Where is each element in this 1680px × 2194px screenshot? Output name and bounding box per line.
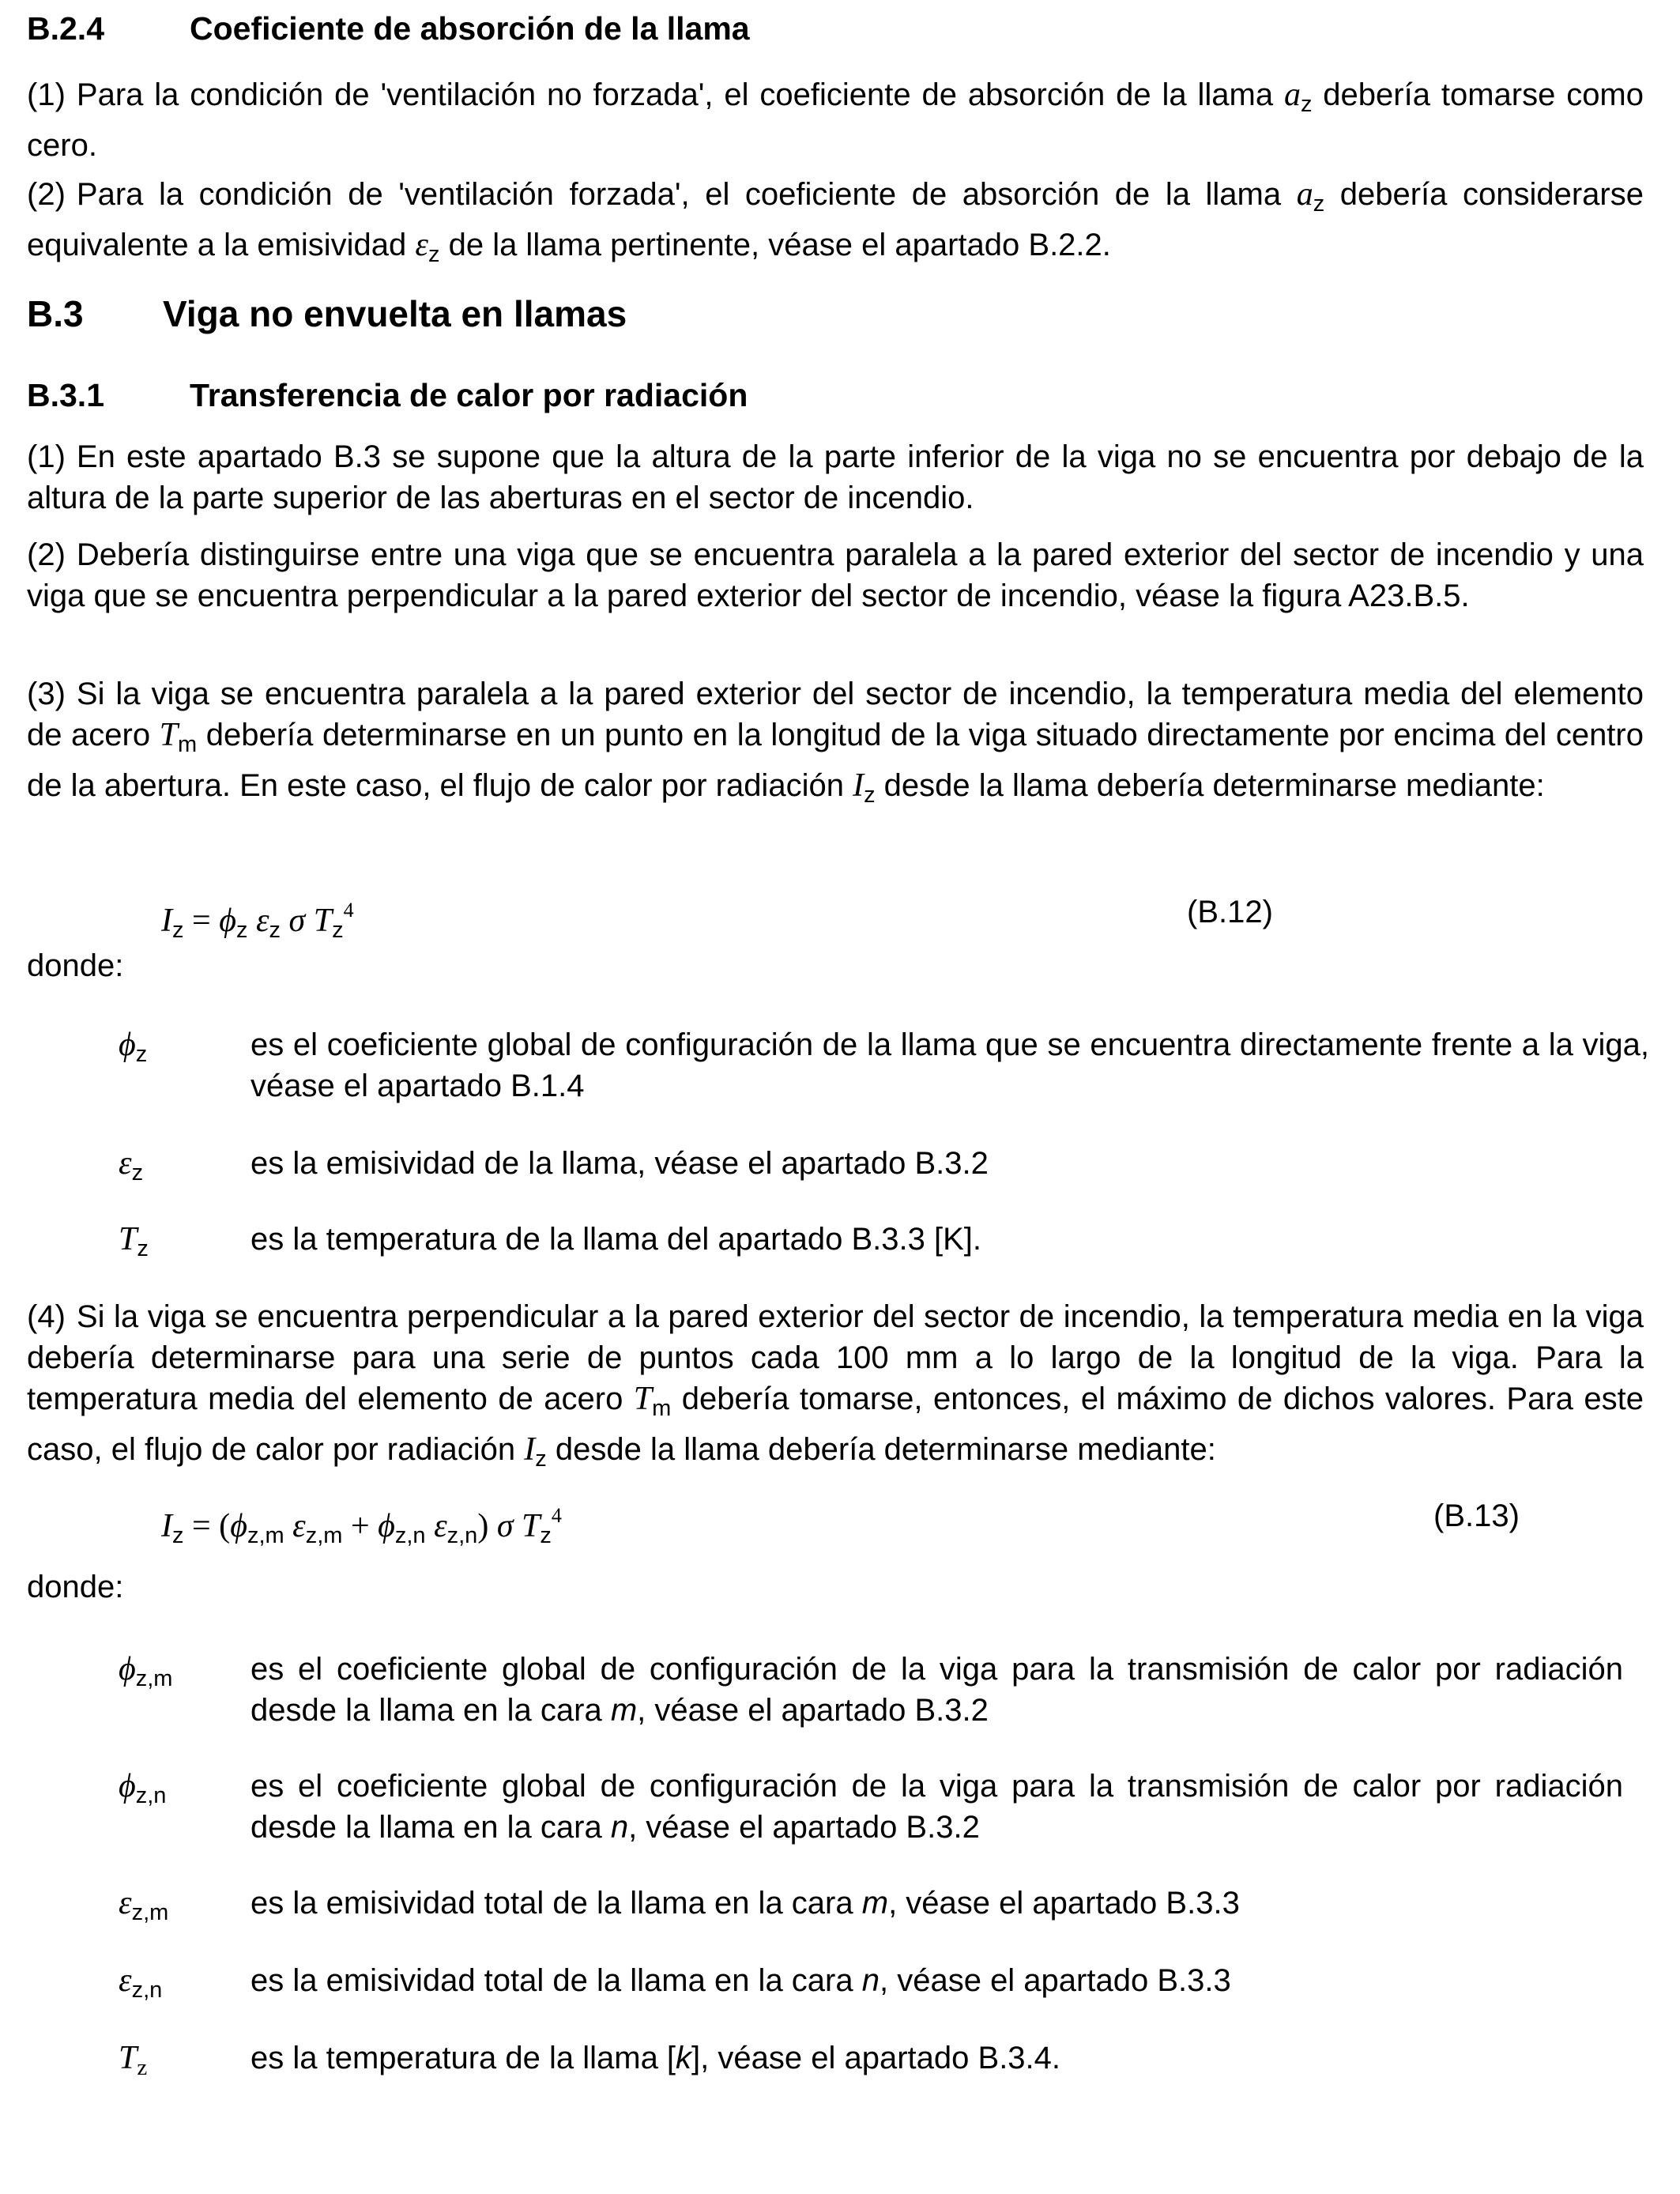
subscript: z — [428, 242, 440, 267]
definition-text-part: , véase el apartado B.3.2 — [637, 1693, 989, 1728]
definition-symbol — [119, 1024, 147, 1068]
subscript: z,n — [446, 1523, 478, 1548]
equation-b13 — [161, 1495, 562, 1556]
subscript: z — [269, 918, 281, 943]
symbol: ϕ — [378, 1508, 395, 1544]
symbol: σ — [281, 903, 314, 939]
symbol: ε — [119, 1885, 132, 1921]
definition-text — [250, 1649, 1623, 1731]
symbol: a — [1283, 77, 1301, 113]
subscript: m — [178, 732, 198, 757]
equation-number-b13: (B.13) — [1433, 1498, 1520, 1533]
symbol: T — [522, 1508, 541, 1544]
definition-text-part: es la emisividad total de la llama en la cara — [250, 1963, 862, 1998]
symbol: ε — [119, 1145, 132, 1182]
equation-b12 — [161, 890, 354, 951]
subscript: z — [135, 1042, 148, 1067]
section-number: B.2.4 — [27, 10, 104, 47]
paragraph-text: Debería distinguirse entre una viga que se encuentra paralela a la pared exterior del sector de incendio y una viga que se encuentra perpendicular a la pared exterior del sector de incendio, véase la figura A23.B.5. — [27, 537, 1644, 613]
paragraph-text: desde la llama debería determinarse mediante: — [875, 768, 1545, 803]
definition-text: es la temperatura de la llama del apartado B.3.3 [K]. — [250, 1222, 981, 1257]
subscript: z — [131, 1160, 144, 1186]
definition-text: es el coeficiente global de configuración de la llama que se encuentra directamente frente a la viga, véase el apartado B.1.4 — [250, 1027, 1649, 1103]
subscript: z — [172, 918, 184, 943]
paragraph-text: de la llama pertinente, véase el apartado B.2.2. — [439, 228, 1111, 262]
operator: + — [342, 1508, 379, 1544]
symbol: I — [161, 1508, 172, 1544]
paragraph-b31-4 — [27, 1296, 1644, 1480]
section-heading-b24 — [27, 9, 750, 47]
definition-text-part: ], véase el apartado B.3.4. — [691, 2041, 1061, 2075]
definition-text — [250, 1883, 1623, 1924]
paragraph-text: desde la llama debería determinarse mediante: — [546, 1432, 1216, 1467]
paragraph-b31-2 — [27, 534, 1644, 616]
subscript: z,n — [394, 1523, 426, 1548]
paragraph-text: Si la viga se encuentra paralela a la pared exterior del sector de incendio, la temperatura media del elemento de acero — [27, 677, 1644, 752]
definition-text — [250, 1960, 1623, 2001]
symbol: ε — [119, 1962, 132, 1999]
superscript: 4 — [551, 1504, 562, 1527]
subscript: z — [540, 1523, 552, 1548]
definition-text: es la emisividad de la llama, véase el apartado B.3.2 — [250, 1146, 989, 1181]
paragraph-label: (3) — [27, 677, 66, 711]
paragraph-label: (4) — [27, 1299, 66, 1334]
subscript: z — [332, 918, 344, 943]
definition-italic: n — [861, 1963, 880, 1998]
paragraph-text: debería tomarse como cero. — [27, 77, 1644, 163]
subscript: z,n — [131, 1977, 163, 2003]
symbol: I — [161, 903, 172, 939]
symbol: T — [159, 717, 179, 753]
definition-symbol — [119, 1883, 168, 1926]
symbol: ε — [425, 1508, 447, 1544]
paragraph-b24-2 — [27, 174, 1644, 275]
paragraph-text: Si la viga se encuentra perpendicular a la pared exterior del sector de incendio, la temperatura media en la viga debería determinarse para una serie de puntos cada 100 mm a lo largo de la longitud de la viga. Para la temperatura media del elemento de acero — [27, 1299, 1644, 1416]
symbol: ϕ — [119, 1027, 136, 1063]
section-title: Coeficiente de absorción de la llama — [190, 10, 750, 47]
subscript: z — [137, 2055, 148, 2080]
subscript: m — [652, 1396, 672, 1421]
operator: = ( — [183, 1508, 231, 1544]
definition-symbol — [119, 1649, 172, 1692]
donde-label: donde: — [27, 948, 124, 983]
subscript: z — [535, 1446, 547, 1472]
symbol: I — [853, 767, 864, 804]
definition-text — [250, 2038, 1623, 2079]
symbol: T — [119, 1221, 137, 1257]
paragraph-text: debería considerarse equivalente a la emisividad — [27, 177, 1644, 262]
paragraph-text: debería determinarse en un punto en la longitud de la viga situado directamente por encima del centro de la abertura. En este caso, el flujo de calor por radiación — [27, 718, 1644, 803]
operator: = — [183, 903, 220, 939]
symbol: ϕ — [219, 903, 236, 939]
section-heading-b3 — [27, 292, 627, 335]
equation-number-b12: (B.12) — [1187, 895, 1273, 929]
definition-italic: m — [610, 1693, 638, 1728]
symbol: ϕ — [230, 1508, 247, 1544]
paragraph-text: debería tomarse, entonces, el máximo de dichos valores. Para este caso, el flujo de calor por radiación — [27, 1382, 1644, 1467]
symbol: T — [633, 1381, 653, 1417]
paragraph-b31-1 — [27, 436, 1644, 518]
paragraph-b24-1 — [27, 74, 1644, 166]
symbol: I — [524, 1431, 536, 1468]
definition-text — [250, 1766, 1623, 1848]
symbol: ϕ — [119, 1768, 136, 1804]
paragraph-label: (2) — [27, 177, 66, 212]
superscript: 4 — [343, 899, 354, 922]
subscript: z,m — [247, 1523, 284, 1548]
definition-text-part: , véase el apartado B.3.3 — [888, 1886, 1240, 1921]
section-title: Transferencia de calor por radiación — [190, 377, 748, 413]
definition-text-part: es la emisividad total de la llama en la cara — [250, 1886, 862, 1921]
definition-text-part: es el coeficiente global de configuración de la viga para la transmisión de calor por radiación desde la llama en la cara — [250, 1652, 1623, 1728]
paragraph-text: Para la condición de 'ventilación forzada', el coeficiente de absorción de la llama — [76, 177, 1297, 212]
paragraph-b31-3 — [27, 673, 1644, 816]
section-heading-b31 — [27, 376, 748, 414]
section-number: B.3 — [27, 293, 84, 334]
definition-symbol — [119, 1766, 166, 1809]
symbol: ϕ — [119, 1651, 136, 1687]
paragraph-label: (1) — [27, 439, 66, 474]
subscript: z — [137, 1236, 149, 1261]
symbol: ε — [247, 903, 269, 939]
symbol: T — [119, 2040, 137, 2076]
paragraph-text: En este apartado B.3 se supone que la altura de la parte inferior de la viga no se encuentra por debajo de la altura de la parte superior de las aberturas en el sector de incendio. — [27, 439, 1644, 515]
paragraph-label: (2) — [27, 537, 66, 572]
paragraph-text: Para la condición de 'ventilación no forzada', el coeficiente de absorción de la llama — [76, 77, 1284, 112]
subscript: z,m — [305, 1523, 343, 1548]
definition-text-part: , véase el apartado B.3.3 — [879, 1963, 1231, 1998]
subscript: z — [1300, 92, 1313, 117]
donde-label: donde: — [27, 1570, 124, 1604]
subscript: z,n — [135, 1783, 167, 1808]
definition-symbol — [119, 1219, 149, 1262]
definition-italic: m — [861, 1886, 889, 1921]
section-number: B.3.1 — [27, 377, 104, 413]
definition-italic: n — [610, 1810, 629, 1845]
subscript: z,m — [131, 1900, 169, 1925]
subscript: z — [864, 782, 876, 808]
definition-italic: k — [676, 2041, 692, 2075]
operator: ) — [477, 1508, 497, 1544]
symbol: ε — [284, 1508, 306, 1544]
definition-text-part: es el coeficiente global de configuración de la viga para la transmisión de calor por radiación desde la llama en la cara — [250, 1769, 1623, 1845]
paragraph-label: (1) — [27, 77, 66, 112]
definition-text-part: , véase el apartado B.3.2 — [628, 1810, 980, 1845]
symbol: T — [313, 903, 333, 939]
definition-symbol — [119, 1960, 162, 2004]
symbol: ε — [415, 227, 428, 263]
definition-symbol — [119, 2038, 147, 2081]
subscript: z — [1313, 191, 1325, 217]
definition-symbol — [119, 1143, 143, 1186]
definition-text-part: es la temperatura de la llama [ — [250, 2041, 676, 2075]
subscript: z,m — [135, 1666, 173, 1691]
subscript: z — [172, 1523, 184, 1548]
subscript: z — [235, 918, 248, 943]
symbol: a — [1296, 176, 1313, 213]
symbol: σ — [496, 1508, 522, 1544]
section-title: Viga no envuelta en llamas — [163, 293, 627, 334]
